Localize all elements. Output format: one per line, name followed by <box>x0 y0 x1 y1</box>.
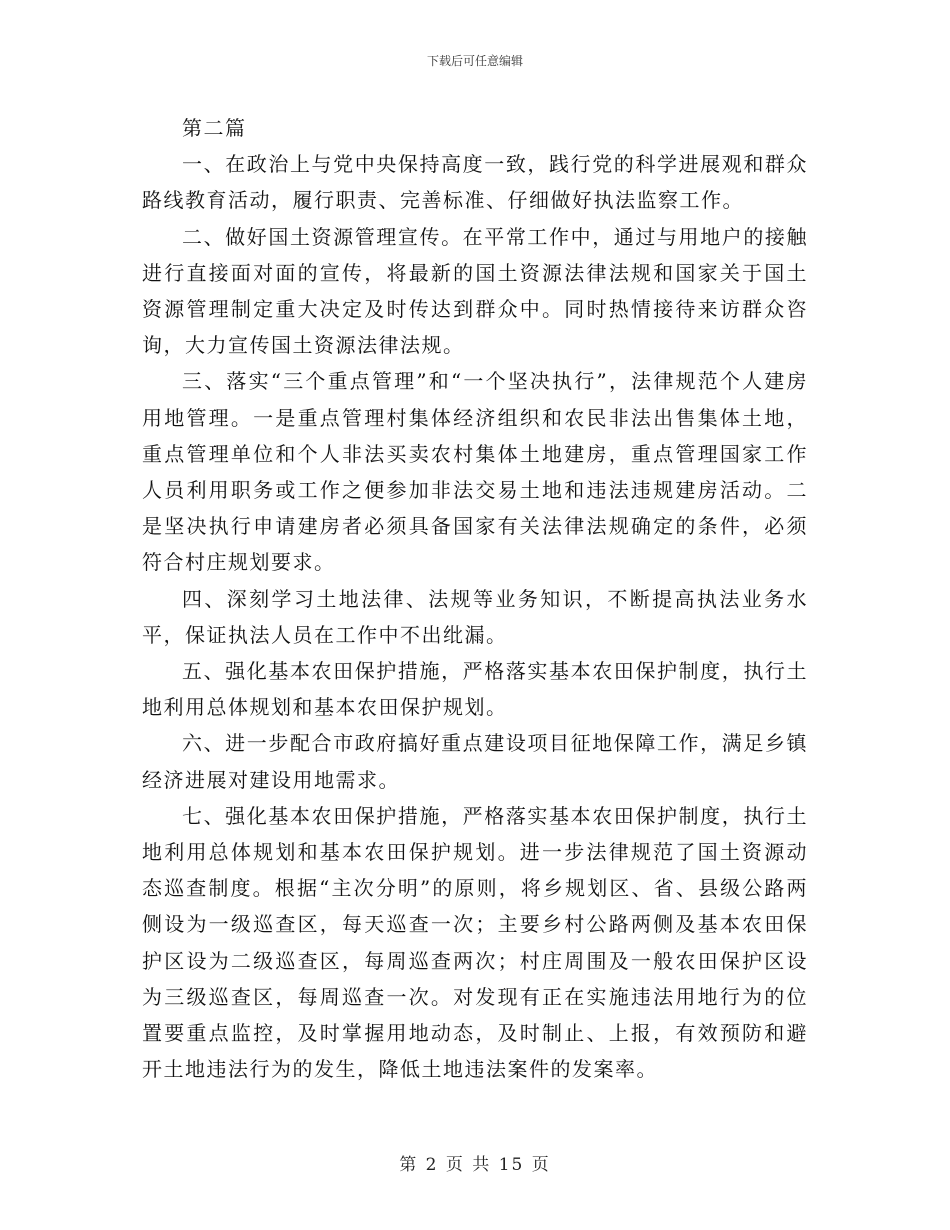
section-title: 第二篇 <box>182 116 247 140</box>
paragraph-2: 二、做好国土资源管理宣传。在平常工作中，通过与用地户的接触进行直接面对面的宣传，将最新的国土资源法律法规和国家关于国土资源管理制定重大决定及时传达到群众中。同时热情接待来访群众咨询，大力宣传国土资源法律法规。 <box>142 224 808 358</box>
paragraph-5: 五、强化基本农田保护措施，严格落实基本农田保护制度，执行土地利用总体规划和基本农田保护规划。 <box>142 659 808 720</box>
page-header: 下载后可任意编辑 <box>426 54 523 68</box>
paragraph-1: 一、在政治上与党中央保持高度一致，践行党的科学进展观和群众路线教育活动，履行职责、完善标准、仔细做好执法监察工作。 <box>142 152 808 213</box>
document-body <box>142 110 808 1087</box>
paragraph-3: 三、落实“三个重点管理”和“一个坚决执行”，法律规范个人建房用地管理。一是重点管理村集体经济组织和农民非法出售集体土地，重点管理单位和个人非法买卖农村集体土地建房，重点管理国家工作人员利用职务或工作之便参加非法交易土地和违法违规建房活动。二是坚决执行申请建房者必须具备国家有关法律法规确定的条件，必须符合村庄规划要求。 <box>142 369 808 575</box>
paragraph-4: 四、深刻学习土地法律、法规等业务知识，不断提高执法业务水平，保证执法人员在工作中不出纰漏。 <box>142 586 808 647</box>
paragraph-7: 七、强化基本农田保护措施，严格落实基本农田保护制度，执行土地利用总体规划和基本农田保护规划。进一步法律规范了国土资源动态巡查制度。根据“主次分明”的原则，将乡规划区、省、县级公路两侧设为一级巡查区，每天巡查一次；主要乡村公路两侧及基本农田保护区设为二级巡查区，每周巡查两次；村庄周围及一般农田保护区设为三级巡查区，每周巡查一次。对发现有正在实施违法用地行为的位置要重点监控，及时掌握用地动态，及时制止、上报，有效预防和避开土地违法行为的发生，降低土地违法案件的发案率。 <box>142 803 808 1082</box>
paragraph-6: 六、进一步配合市政府搞好重点建设项目征地保障工作，满足乡镇经济进展对建设用地需求。 <box>142 731 808 792</box>
page-footer: 第 2 页 共 15 页 <box>399 1155 551 1175</box>
